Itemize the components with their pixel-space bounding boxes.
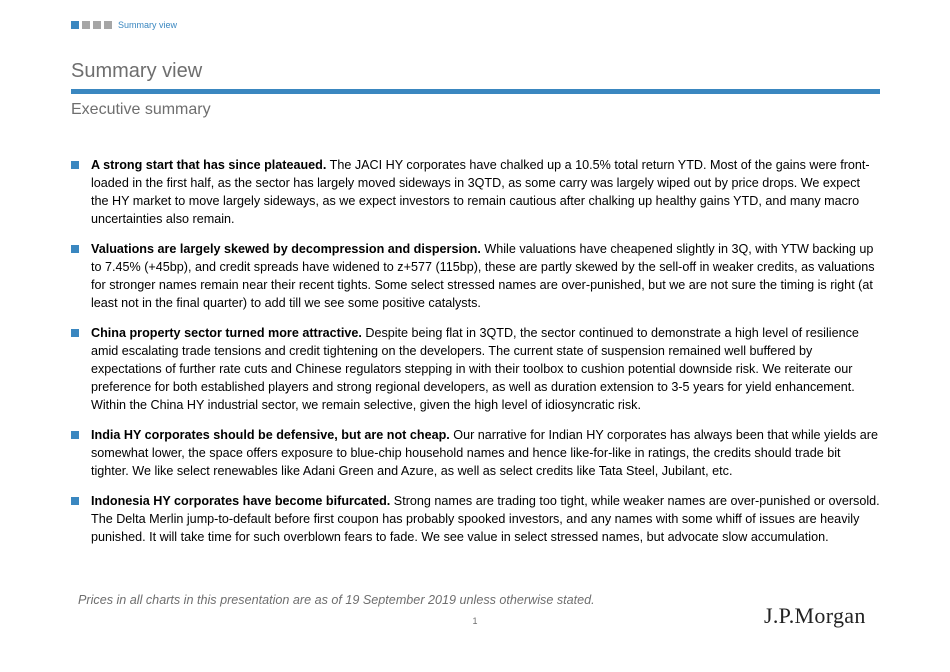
tracker-step-3 [93, 21, 101, 29]
bullet-text: The JACI HY corporates have chalked up a 10.5% total return YTD. Most of the gains were front-loaded in the first half, as the sector has largely moved sideways in 3QTD, as some carry was largely wiped out by price drops. We expect the HY market to move largely sideways, as we expect investors to remain cautious after chalking up healthy gains YTD, and many macro uncertainties also remain. [91, 158, 870, 226]
bullet-item [71, 156, 881, 228]
bullet-text: While valuations have cheapened slightly in 3Q, with YTW backing up to 7.45% (+45bp), and credit spreads have widened to z+577 (115bp), these are partly skewed by the sell-off in weaker credits, as valuations for stronger names remain near their recent tights. Some select stressed names are over-punished, but we are not sure the timing is right (at least not in the final quarter) to add till we see some positive catalysts. [91, 242, 875, 310]
jpmorgan-logo: J.P.Morgan [764, 603, 866, 628]
bullet-text: Our narrative for Indian HY corporates has always been that while yields are somewhat lower, the space offers exposure to blue-chip household names and hence like-for-like in ratings, the credits should trade bit tighter. We like select renewables like Adani Green and Azure, as well as select credits like Tata Steel, Jubilant, etc. [91, 428, 878, 478]
bullet-item [71, 492, 881, 546]
bullet-lead: India HY corporates should be defensive, but are not cheap. [91, 428, 450, 442]
summary-bullets [71, 156, 881, 558]
section-tracker [71, 20, 177, 30]
bullet-item [71, 426, 881, 480]
page-title: Summary view [71, 60, 203, 82]
bullet-lead: Valuations are largely skewed by decompression and dispersion. [91, 242, 481, 256]
footnote: Prices in all charts in this presentation are as of 19 September 2019 unless otherwise stated. [78, 593, 595, 607]
tracker-step-2 [82, 21, 90, 29]
bullet-text: Despite being flat in 3QTD, the sector continued to demonstrate a high level of resilience amid escalating trade tensions and credit tightening on the developers. The current state of suspension remained well buffered by expectations of further rate cuts and Chinese regulators stepping in with their toolbox to cushion potential downside risk. We reiterate our preference for both established players and strong regional developers, as well as duration extension to 3-5 years for yield enhancement. Within the China HY industrial sector, we remain selective, given the high level of idiosyncratic risk. [91, 326, 859, 412]
bullet-lead: China property sector turned more attractive. [91, 326, 362, 340]
page-subtitle: Executive summary [71, 101, 211, 118]
tracker-step-1 [71, 21, 79, 29]
bullet-square-icon [71, 161, 79, 169]
bullet-lead: Indonesia HY corporates have become bifurcated. [91, 494, 391, 508]
tracker-step-4 [104, 21, 112, 29]
bullet-square-icon [71, 329, 79, 337]
bullet-item [71, 324, 881, 414]
tracker-label: Summary view [118, 20, 178, 30]
page-number: 1 [472, 616, 478, 626]
bullet-lead: A strong start that has since plateaued. [91, 158, 327, 172]
bullet-item [71, 240, 881, 312]
bullet-square-icon [71, 245, 79, 253]
title-divider [71, 89, 880, 94]
bullet-square-icon [71, 497, 79, 505]
bullet-text: Strong names are trading too tight, while weaker names are over-punished or oversold. The Delta Merlin jump-to-default before first coupon has probably spooked investors, and any names with some whiff of issues are heavily punished. It will take time for such overblown fears to fade. We see value in select stressed names, but advocate slow accumulation. [91, 494, 880, 544]
bullet-square-icon [71, 431, 79, 439]
